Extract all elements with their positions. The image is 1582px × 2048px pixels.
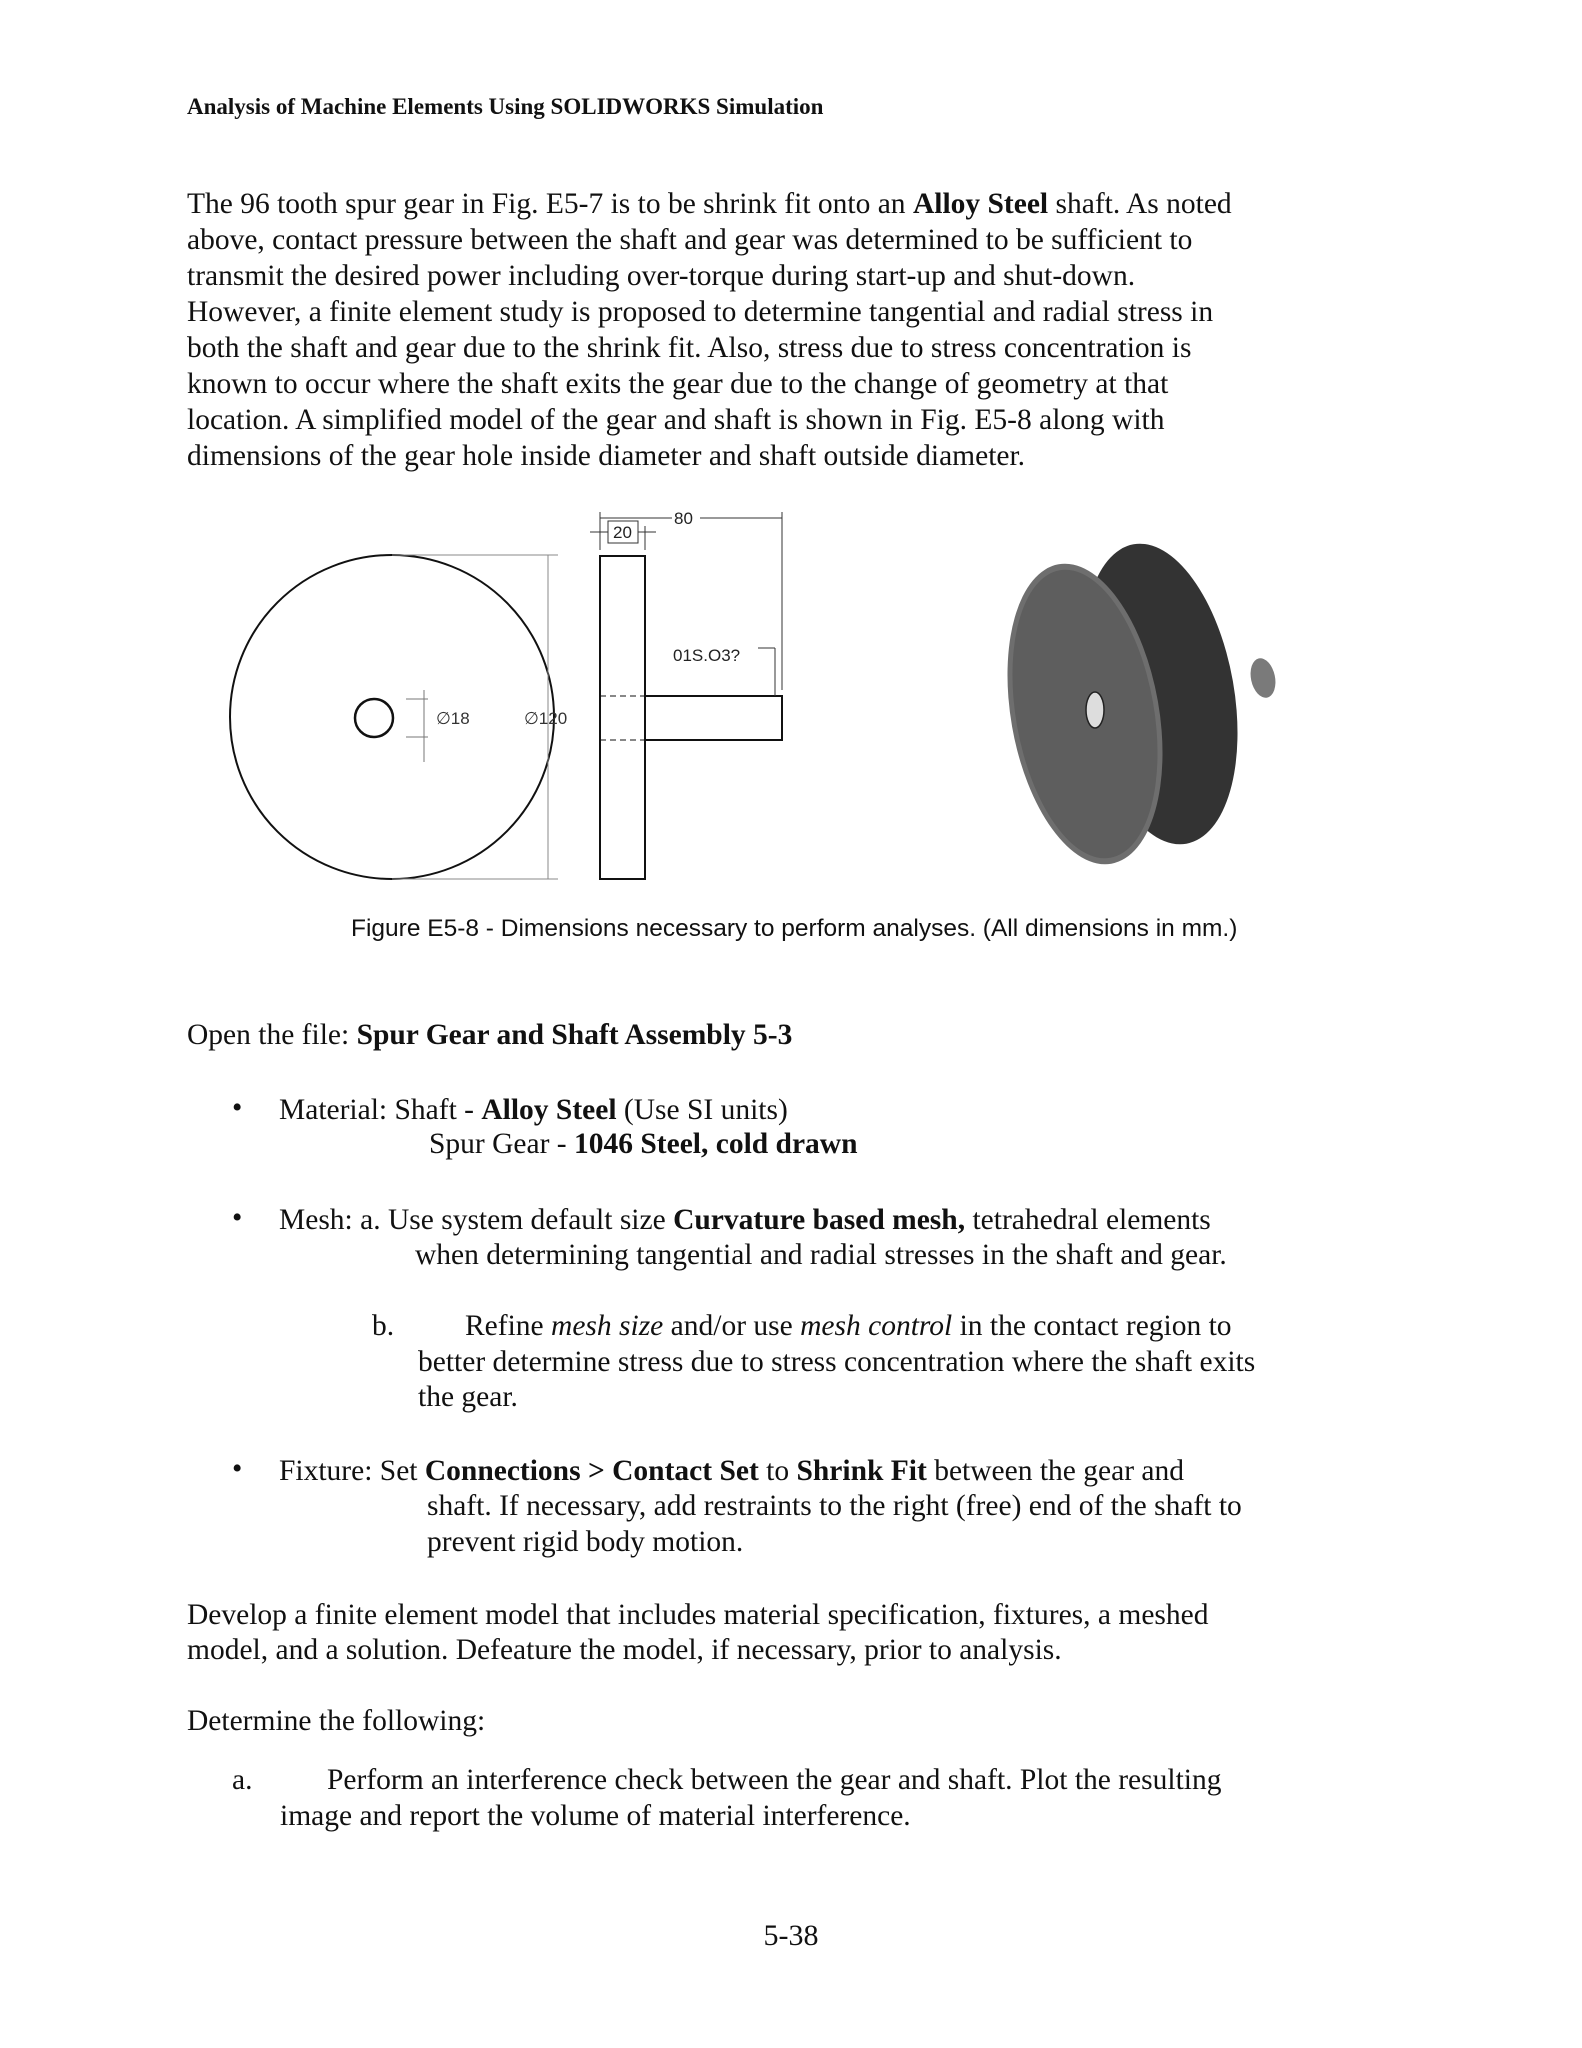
intro-line-3: transmit the desired power including over-torque during start-up and shut-down. [187,260,1136,292]
shaft-side-view [645,696,782,740]
material-line-2 [429,1126,858,1162]
fixture-line-2: shaft. If necessary, add restraints to the right (free) end of the shaft to [427,1490,1242,1522]
bullet-material: • [232,1092,243,1124]
develop-line-1: Develop a finite element model that includes material specification, fixtures, a meshed [187,1599,1209,1631]
intro-alloy-steel: Alloy Steel [912,188,1049,220]
intro-line-6: known to occur where the shaft exits the gear due to the change of geometry at that [187,368,1169,400]
mesh-line-1 [279,1202,1211,1238]
running-header: Analysis of Machine Elements Using SOLIDWORKS Simulation [187,94,824,119]
mesh-curvature: Curvature based mesh, [673,1204,966,1236]
bullet-mesh: • [232,1202,243,1234]
mesh-b-label: b. [372,1310,395,1342]
fixture-line-1 [279,1453,1184,1489]
figure-e5-8 [210,500,1310,900]
item-a-label: a. [232,1764,253,1796]
gear-side-view [600,556,645,879]
mesh-contact-region: in the contact region to [952,1310,1232,1342]
develop-line-2: model, and a solution. Defeature the model, if necessary, prior to analysis. [187,1634,1062,1666]
gear-shaft-3d-view [986,531,1279,876]
material-shaft-label: Material: Shaft - [279,1094,482,1126]
intro-line-1c: shaft. As noted [1048,188,1232,220]
dim-shaft-label: 01S.O3? [673,646,741,665]
dim-80-label: 80 [674,509,693,528]
material-gear-label: Spur Gear - [429,1128,574,1160]
mesh-line-4: better determine stress due to stress concentration where the shaft exits [418,1346,1256,1378]
mesh-tetra: tetrahedral elements [965,1204,1211,1236]
dim-120-label: ∅120 [524,709,568,728]
item-a-line-1: Perform an interference check between the gear and shaft. Plot the resulting [327,1764,1222,1796]
fixture-shrink-fit: Shrink Fit [796,1455,927,1487]
intro-line-5: both the shaft and gear due to the shrink fit. Also, stress due to stress concentration is [187,332,1192,364]
open-file-line [187,1017,792,1053]
material-line-1 [279,1092,788,1128]
figure-caption: Figure E5-8 - Dimensions necessary to perform analyses. (All dimensions in mm.) [351,915,1238,942]
mesh-refine: Refine [465,1310,552,1342]
page-number: 5-38 [763,1919,819,1952]
intro-line-2: above, contact pressure between the shaft and gear was determined to be sufficient to [187,224,1193,256]
dim-20-label: 20 [613,523,632,542]
intro-paragraph [187,186,1347,474]
open-file-name: Spur Gear and Shaft Assembly 5-3 [356,1019,793,1051]
intro-line-4: However, a finite element study is proposed to determine tangential and radial stress in [187,296,1214,328]
mesh-line-3 [465,1308,1232,1344]
mesh-control: mesh control [800,1310,953,1342]
intro-line-7: location. A simplified model of the gear and shaft is shown in Fig. E5-8 along with [187,404,1165,436]
item-a-line-2: image and report the volume of material interference. [280,1800,911,1832]
intro-line-1a: The 96 tooth spur gear in Fig. E5-7 is to be shrink fit onto an [187,188,913,220]
fixture-to: to [758,1455,797,1487]
material-gear-value: 1046 Steel, cold drawn [574,1128,858,1160]
open-file-label: Open the file: [187,1019,357,1051]
determine-heading: Determine the following: [187,1705,486,1737]
fixture-line-3: prevent rigid body motion. [427,1526,744,1558]
bullet-fixture: • [232,1453,243,1485]
fixture-between: between the gear and [926,1455,1185,1487]
mesh-line-5: the gear. [418,1381,518,1413]
fixture-set: Fixture: Set [279,1455,425,1487]
material-units: (Use SI units) [616,1094,788,1126]
dim-18-label: ∅18 [436,709,470,728]
mesh-size: mesh size [551,1310,664,1342]
gear-hole-circle [355,699,393,737]
fixture-connections: Connections > Contact Set [424,1455,759,1487]
intro-line-8: dimensions of the gear hole inside diameter and shaft outside diameter. [187,440,1026,472]
mesh-a-text: Mesh: a. Use system default size [279,1204,674,1236]
mesh-line-2: when determining tangential and radial stresses in the shaft and gear. [415,1239,1227,1271]
mesh-and-or: and/or use [663,1310,801,1342]
material-shaft-value: Alloy Steel [481,1094,617,1126]
